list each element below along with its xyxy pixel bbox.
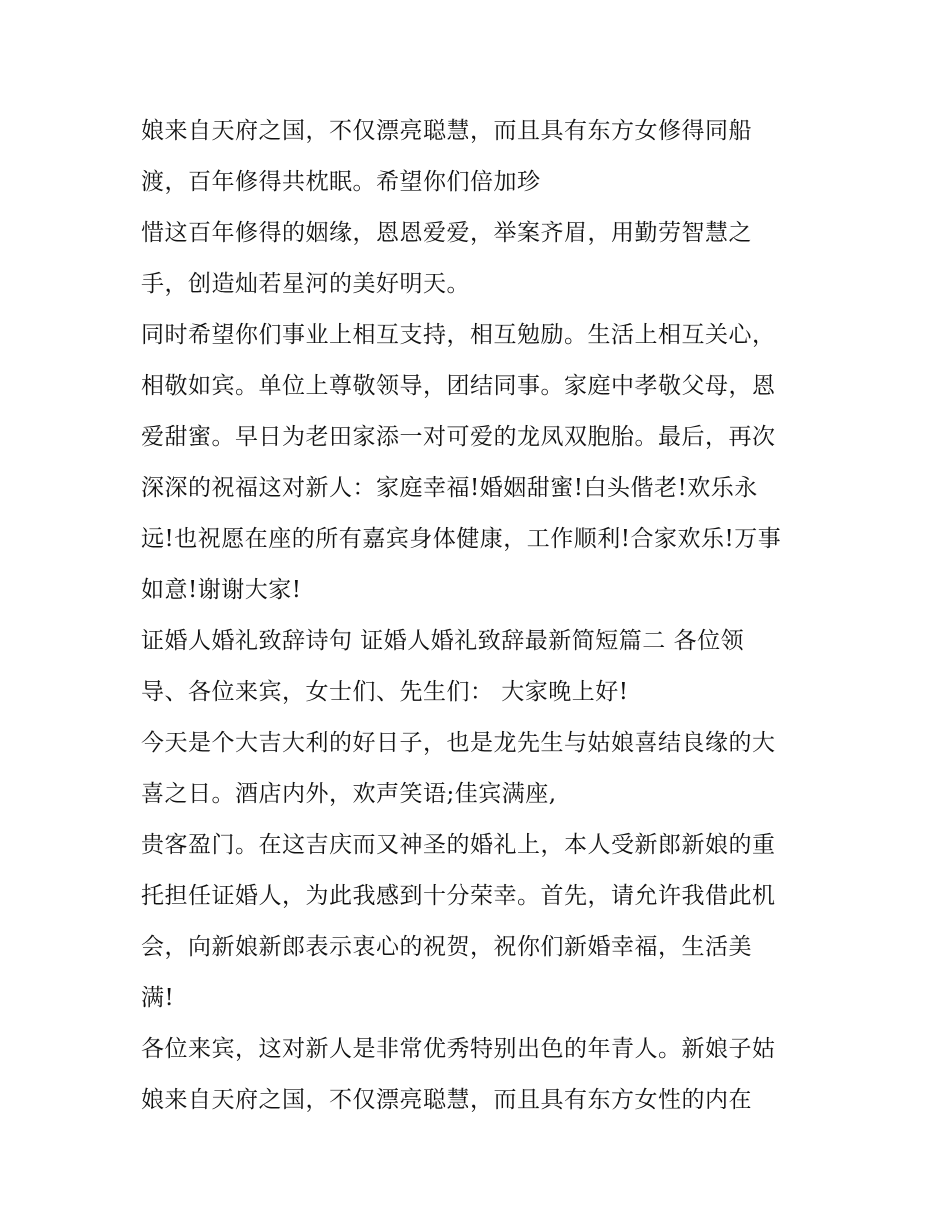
text-line: 贵客盈门。在这吉庆而又神圣的婚礼上，本人受新郎新娘的重 <box>141 832 776 858</box>
text-line: 相敬如宾。单位上尊敬领导，团结同事。家庭中孝敬父母，恩 <box>141 373 776 399</box>
text-line: 满! <box>141 985 175 1011</box>
text-line: 惜这百年修得的姻缘，恩恩爱爱，举案齐眉，用勤劳智慧之 <box>141 220 752 246</box>
text-line: 手，创造灿若星河的美好明天。 <box>141 271 470 297</box>
text-line: 托担任证婚人，为此我感到十分荣幸。首先，请允许我借此机 <box>141 883 776 909</box>
text-line: 深深的祝福这对新人：家庭幸福!婚姻甜蜜!白头偕老!欢乐永 <box>141 475 758 501</box>
text-line: 今天是个大吉大利的好日子，也是龙先生与姑娘喜结良缘的大 <box>141 730 776 756</box>
section-heading-line: 证婚人婚礼致辞诗句 证婚人婚礼致辞最新简短篇二 各位领 <box>141 628 745 654</box>
text-line: 娘来自天府之国，不仅漂亮聪慧，而且具有东方女性的内在 <box>141 1087 752 1113</box>
text-line: 同时希望你们事业上相互支持，相互勉励。生活上相互关心， <box>141 322 776 348</box>
text-line: 各位来宾，这对新人是非常优秀特别出色的年青人。新娘子姑 <box>141 1036 776 1062</box>
text-line: 会，向新娘新郎表示衷心的祝贺，祝你们新婚幸福，生活美 <box>141 934 752 960</box>
text-line: 渡，百年修得共枕眠。希望你们倍加珍 <box>141 169 541 195</box>
text-line: 导、各位来宾，女士们、先生们： 大家晚上好! <box>141 679 629 705</box>
text-line: 爱甜蜜。早日为老田家添一对可爱的龙凤双胞胎。最后，再次 <box>141 424 776 450</box>
text-line: 喜之日。酒店内外，欢声笑语;佳宾满座, <box>141 781 557 807</box>
document-body <box>141 106 831 1126</box>
text-line: 远!也祝愿在座的所有嘉宾身体健康，工作顺利!合家欢乐!万事 <box>141 526 782 552</box>
text-line: 娘来自天府之国，不仅漂亮聪慧，而且具有东方女修得同船 <box>141 118 752 144</box>
text-line: 如意!谢谢大家! <box>141 577 302 603</box>
